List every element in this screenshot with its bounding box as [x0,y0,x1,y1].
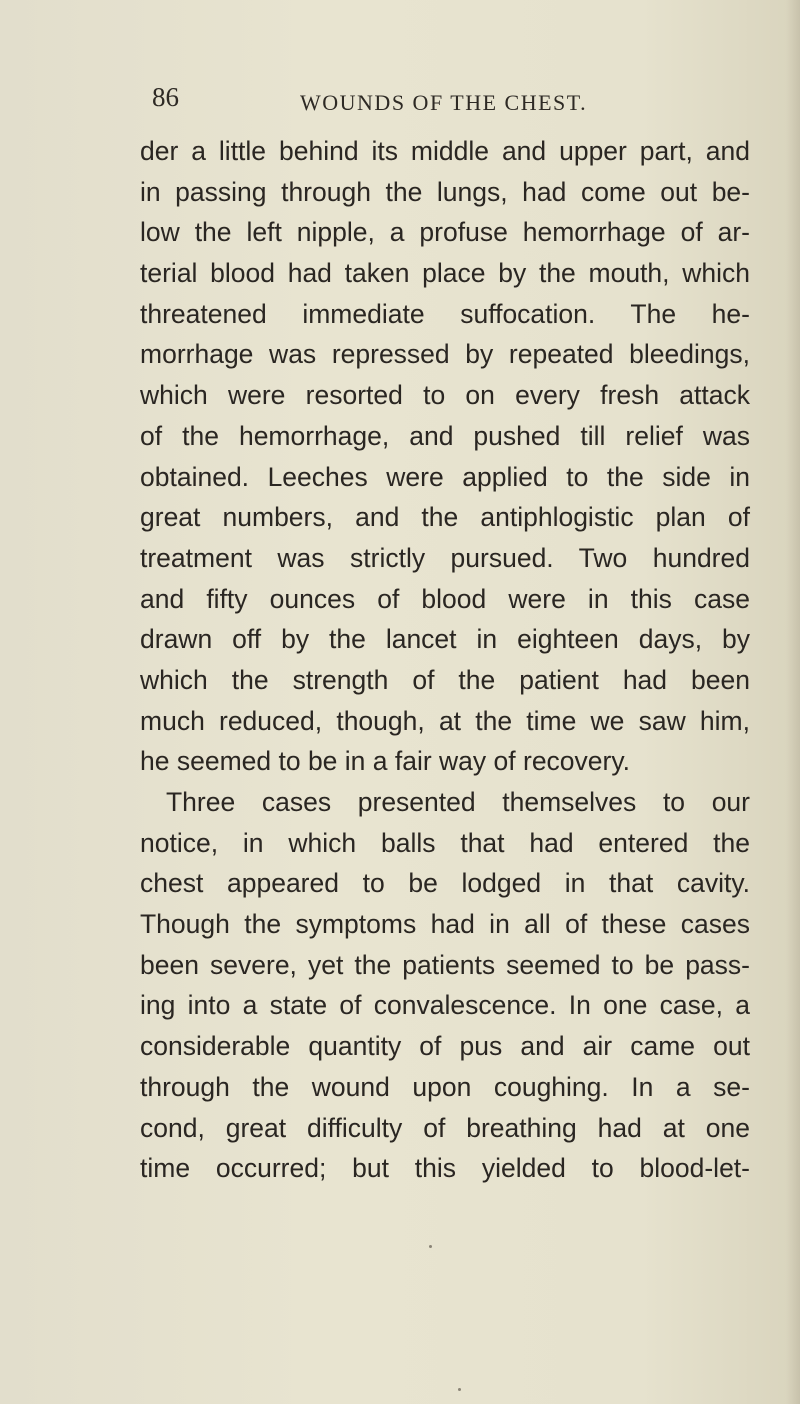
text-line: ing into a state of convalescence. In one case, a [140,990,750,1021]
text-line: considerable quantity of pus and air came out [140,1031,750,1062]
text-line: through the wound upon coughing. In a se- [140,1071,750,1102]
paragraph-end-line: he seemed to be in a fair way of recovery. [140,746,631,777]
text-line: threatened immediate suffocation. The he- [140,298,750,329]
text-line: morrhage was repressed by repeated bleedings, [140,339,750,370]
text-line: time occurred; but this yielded to blood-let- [140,1153,750,1184]
text-line: much reduced, though, at the time we saw him, [140,705,750,736]
text-line: which the strength of the patient had been [140,664,750,695]
text-line: treatment was strictly pursued. Two hundred [140,542,750,573]
text-line: Though the symptoms had in all of these cases [140,909,750,940]
text-line: notice, in which balls that had entered the [140,827,750,858]
text-line: der a little behind its middle and upper part, and [140,136,750,166]
text-line: terial blood had taken place by the mouth, which [140,258,750,289]
text-line: low the left nipple, a profuse hemorrhage of ar- [140,217,750,248]
page-number: 86 [152,82,179,112]
body-text [140,131,750,1189]
page-edge-shadow [786,0,800,1404]
paper-speck [458,1388,461,1391]
text-line: chest appeared to be lodged in that cavity. [140,868,750,899]
paragraph-start-line: Three cases presented themselves to our [166,787,750,817]
text-line: and fifty ounces of blood were in this case [140,583,750,614]
text-line: which were resorted to on every fresh attack [140,380,750,411]
text-line: of the hemorrhage, and pushed till relief was [140,420,750,451]
text-line: cond, great difficulty of breathing had at one [140,1112,750,1143]
text-line: in passing through the lungs, had come out be- [140,176,750,207]
paper-speck [429,1245,432,1248]
text-line: drawn off by the lancet in eighteen days, by [140,624,750,655]
text-line: obtained. Leeches were applied to the side in [140,461,750,492]
text-line: great numbers, and the antiphlogistic plan of [140,502,750,533]
running-head: WOUNDS OF THE CHEST. [300,90,588,115]
text-line: been severe, yet the patients seemed to be pass- [140,949,750,980]
